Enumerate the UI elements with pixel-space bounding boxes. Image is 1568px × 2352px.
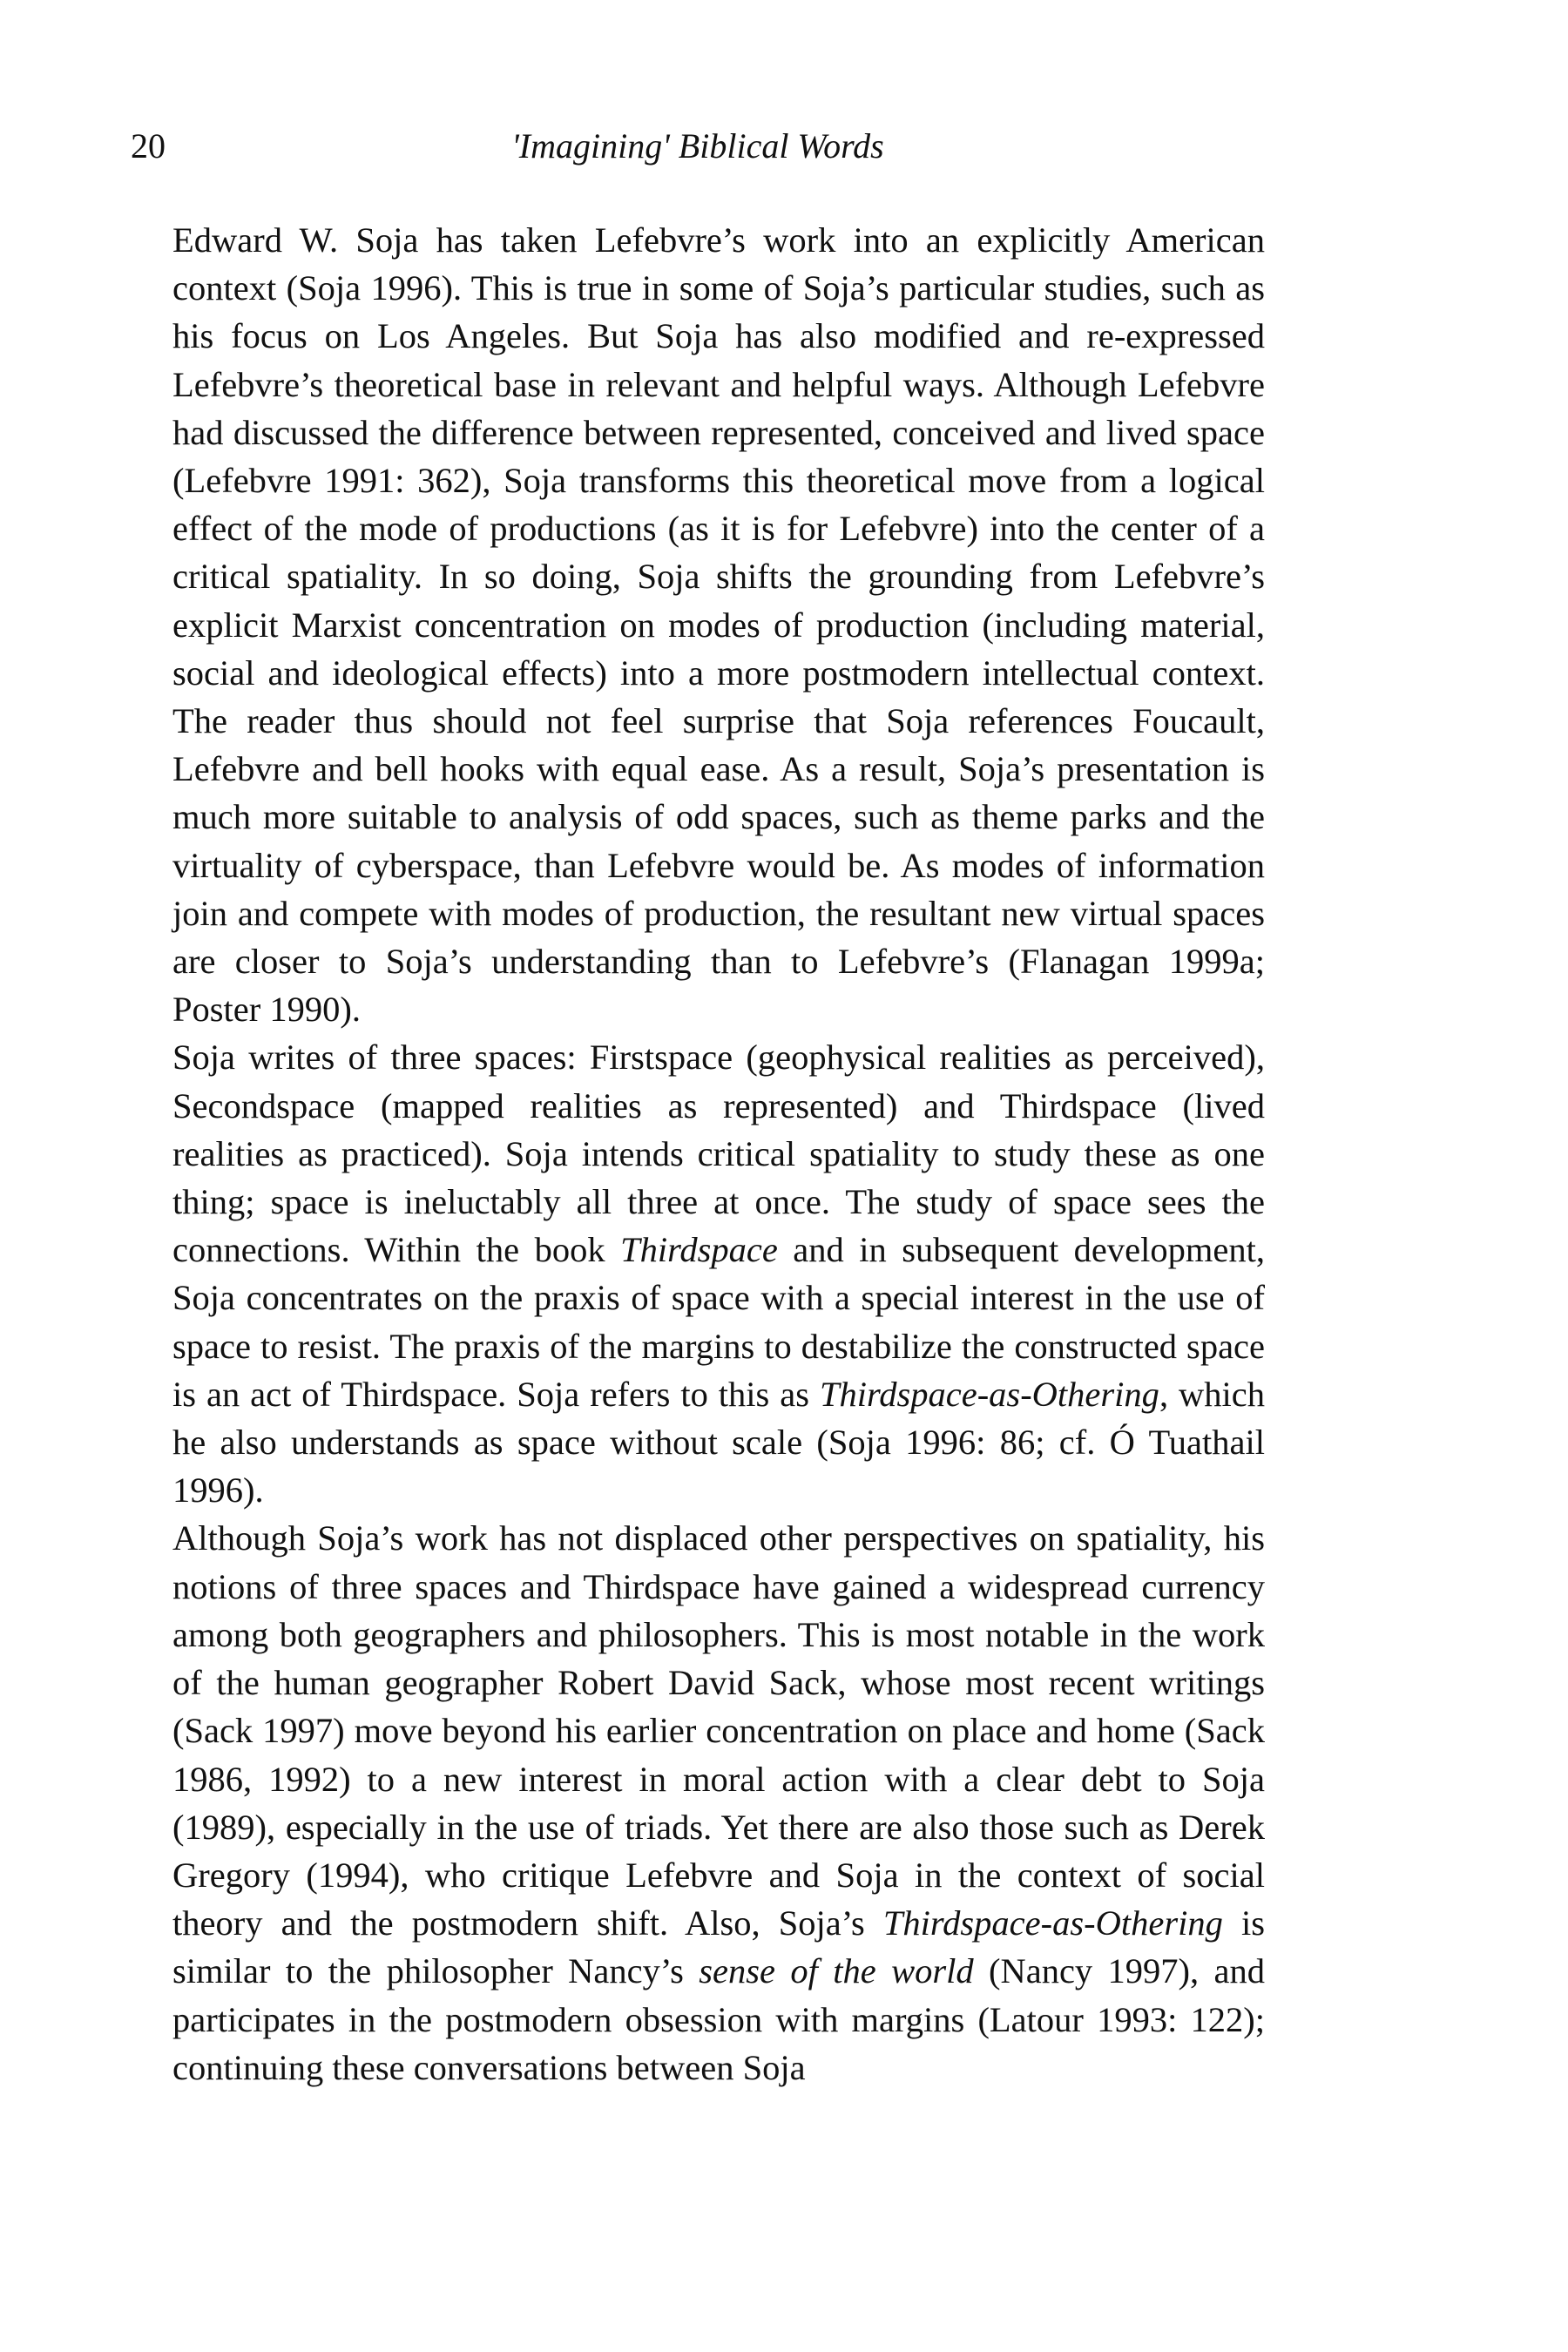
page-number: 20 — [131, 126, 166, 166]
text-run: (Nancy 1997), and participates in the postmodern obsession with margins (Latour 1993: 122); continuing these conversations between Soja — [172, 1951, 1265, 2087]
text-run: Although Soja’s work has not displaced other perspectives on spatiality, his notions of three spaces and Thirdspace have gained a widespread currency among both geographers and philosophers. This is most notable in the work of the human geographer Robert David Sack, whose most recent writings (Sack 1997) move beyond his earlier concentration on place and home (Sack 1986, 1992) to a new interest in moral action with a clear debt to Soja (1989), especially in the use of triads. Yet there are also those such as Derek Gregory (1994), who critique Lefebvre and Soja in the context of social theory and the postmodern shift. Also, Soja’s — [172, 1518, 1265, 1943]
text-run: , which he also understands as space without scale (Soja 1996: 86; cf. Ó Tuathail 1996). — [172, 1374, 1265, 1511]
text-run: Soja writes of three spaces: Firstspace (geophysical realities as perceived), Secondspace (mapped realities as represented) and Thirdspace (lived realities as practiced). Soja intends critical spatiality to study these as one thing; space is ineluctably all three at once. The study of space sees the connections. Within the book — [172, 1037, 1265, 1270]
paragraph — [172, 216, 1265, 1033]
text-run: and in subsequent development, Soja concentrates on the praxis of space with a special interest in the use of space to resist. The praxis of the margins to destabilize the constructed space is an act of Thirdspace. Soja refers to this as — [172, 1230, 1265, 1414]
italic-term: Thirdspace-as-Othering — [819, 1374, 1159, 1414]
paragraph — [172, 1033, 1265, 1514]
italic-term: Thirdspace-as-Othering — [882, 1903, 1223, 1943]
italic-title: Thirdspace — [620, 1230, 778, 1270]
paragraph — [172, 1514, 1265, 2091]
text-run: is similar to the philosopher Nancy’s — [172, 1903, 1265, 1991]
running-title: 'Imagining' Biblical Words — [511, 126, 884, 166]
body-text — [172, 216, 1265, 2092]
running-head — [131, 120, 1265, 172]
text-run: Edward W. Soja has taken Lefebvre’s work into an explicitly American context (Soja 1996). This is true in some of Soja’s particular studies, such as his focus on Los Angeles. But Soja has also modified and re-expressed Lefebvre’s theoretical base in relevant and helpful ways. Although Lefebvre had discussed the difference between represented, conceived and lived space (Lefebvre 1991: 362), Soja transforms this theoretical move from a logical effect of the mode of productions (as it is for Lefebvre) into the center of a critical spatiality. In so doing, Soja shifts the grounding from Lefebvre’s explicit Marxist concentration on modes of production (including material, social and ideological effects) into a more postmodern intellectual context. The reader thus should not feel surprise that Soja references Foucault, Lefebvre and bell hooks with equal ease. As a result, Soja’s presentation is much more suitable to analysis of odd spaces, such as theme parks and the virtuality of cyberspace, than Lefebvre would be. As modes of information join and compete with modes of production, the resultant new virtual spaces are closer to Soja’s understanding than to Lefebvre’s (Flanagan 1999a; Poster 1990). — [172, 220, 1265, 1030]
italic-term: sense of the world — [699, 1951, 974, 1991]
